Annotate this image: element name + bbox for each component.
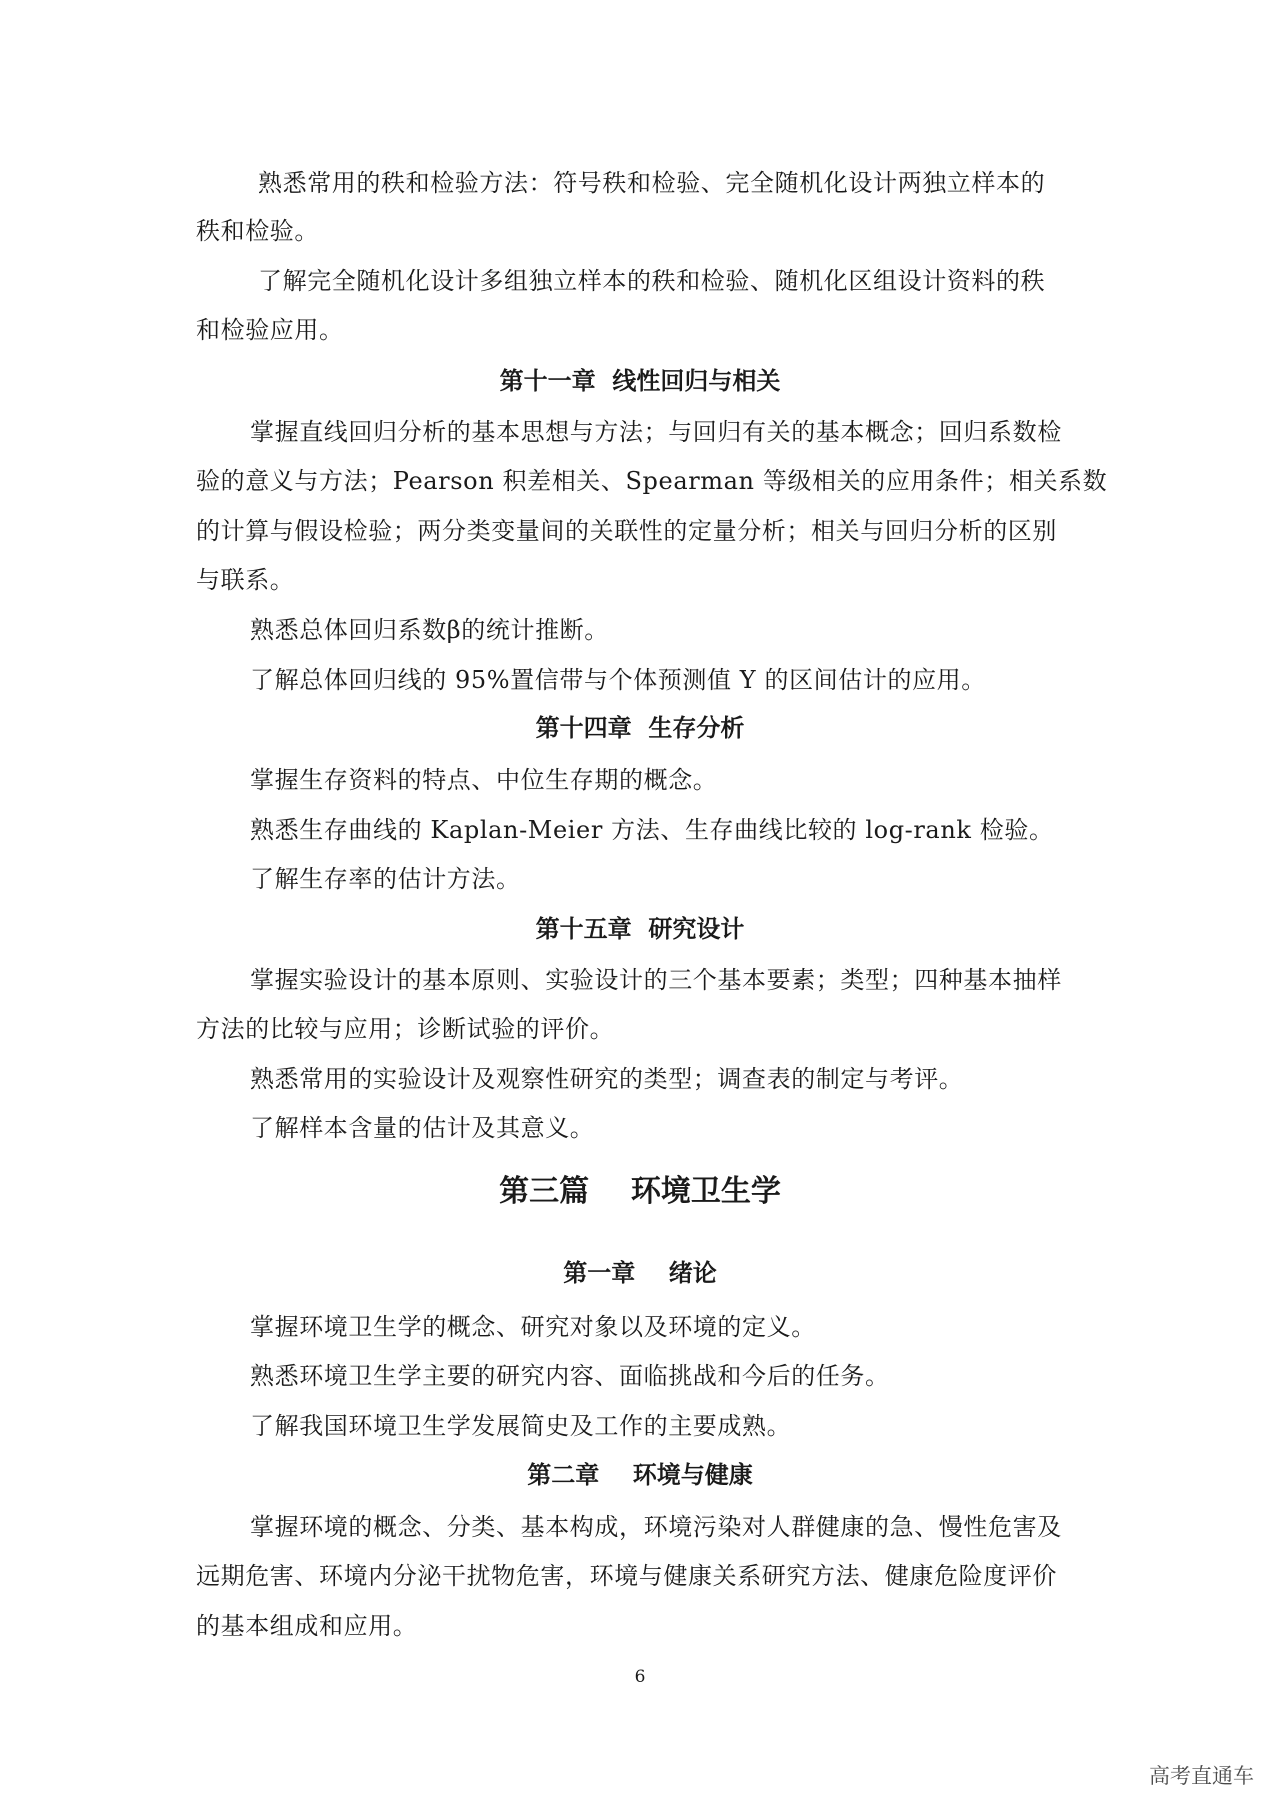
chapter-heading: 第十四章 生存分析 [535,713,745,742]
chapter-heading: 第一章 绪论 [563,1258,717,1287]
part-title: 第三篇 环境卫生学 [499,1174,781,1209]
paragraph-line: 远期危害、环境内分泌干扰物危害，环境与健康关系研究方法、健康危险度评价 [196,1562,1057,1590]
paragraph-line: 了解样本含量的估计及其意义。 [250,1114,595,1142]
paragraph-line: 的计算与假设检验；两分类变量间的关联性的定量分析；相关与回归分析的区别 [196,517,1057,545]
page-number: 6 [634,1667,646,1687]
paragraph-line: 了解完全随机化设计多组独立样本的秩和检验、随机化区组设计资料的秩 [258,267,1046,295]
paragraph-line: 熟悉常用的实验设计及观察性研究的类型；调查表的制定与考评。 [250,1065,964,1093]
watermark-text: 高考直通车 [1149,1764,1254,1788]
paragraph-line: 和检验应用。 [196,316,344,344]
paragraph-line: 的基本组成和应用。 [196,1612,418,1640]
paragraph-line: 掌握直线回归分析的基本思想与方法；与回归有关的基本概念；回归系数检 [250,418,1062,446]
paragraph-line: 了解总体回归线的 95%置信带与个体预测值 Y 的区间估计的应用。 [250,666,986,694]
chapter-heading: 第十一章 线性回归与相关 [499,366,781,395]
paragraph-line: 掌握生存资料的特点、中位生存期的概念。 [250,766,718,794]
paragraph-line: 秩和检验。 [196,217,319,245]
paragraph-line: 与联系。 [196,566,295,594]
paragraph-line: 熟悉总体回归系数β的统计推断。 [250,616,609,644]
paragraph-line: 方法的比较与应用；诊断试验的评价。 [196,1015,615,1043]
chapter-heading: 第十五章 研究设计 [535,914,745,943]
paragraph-line: 掌握环境卫生学的概念、研究对象以及环境的定义。 [250,1313,816,1341]
paragraph-line: 掌握实验设计的基本原则、实验设计的三个基本要素；类型；四种基本抽样 [250,966,1062,994]
paragraph-line: 熟悉生存曲线的 Kaplan-Meier 方法、生存曲线比较的 log-rank 检验。 [250,816,1054,844]
paragraph-line: 掌握环境的概念、分类、基本构成，环境污染对人群健康的急、慢性危害及 [250,1513,1062,1541]
paragraph-line: 验的意义与方法；Pearson 积差相关、Spearman 等级相关的应用条件；相关系数 [196,467,1108,495]
paragraph-line: 了解生存率的估计方法。 [250,865,521,893]
chapter-heading: 第二章 环境与健康 [527,1460,753,1489]
paragraph-line: 熟悉常用的秩和检验方法：符号秩和检验、完全随机化设计两独立样本的 [258,169,1046,197]
paragraph-line: 了解我国环境卫生学发展简史及工作的主要成熟。 [250,1412,792,1440]
paragraph-line: 熟悉环境卫生学主要的研究内容、面临挑战和今后的任务。 [250,1362,890,1390]
